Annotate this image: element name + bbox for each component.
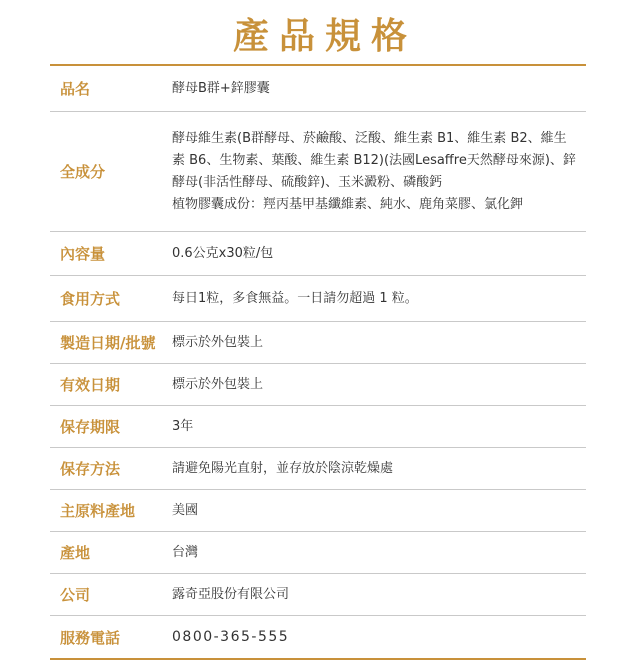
spec-label: 公司 [60,586,91,604]
spec-value-line: 3年 [172,418,194,434]
spec-value-line: 植物膠囊成份：羥丙基甲基纖維素、純水、鹿角菜膠、氯化鉀 [172,196,524,212]
spec-row-product-name [50,66,586,112]
spec-row-usage [50,276,586,322]
spec-label: 有效日期 [60,376,121,394]
spec-label: 服務電話 [60,628,121,647]
spec-value-line: 露奇亞股份有限公司 [172,586,290,602]
spec-value [172,78,586,100]
spec-value [172,626,586,648]
spec-value [172,332,586,354]
spec-value [172,584,586,606]
spec-value-line: 美國 [172,502,199,518]
spec-label: 保存期限 [60,418,121,436]
spec-row-ingredients [50,112,586,232]
spec-value-line: 0.6公克x30粒/包 [172,245,274,261]
spec-value [172,458,586,480]
spec-label: 全成分 [60,163,106,181]
spec-value [172,288,586,310]
spec-value [172,416,586,438]
spec-row-raw-material-origin [50,490,586,532]
spec-row-content [50,232,586,276]
spec-value [172,243,586,265]
spec-value-line: 請避免陽光直射，並存放於陰涼乾燥處 [172,460,394,476]
spec-value [172,128,586,216]
spec-row-service-phone [50,616,586,660]
spec-table [50,64,586,660]
spec-row-company [50,574,586,616]
spec-label: 內容量 [60,245,106,263]
spec-value-line: 每日1粒，多食無益。一日請勿超過 1 粒。 [172,290,418,306]
spec-row-storage [50,448,586,490]
spec-value-line: 酵母(非活性酵母、硫酸鋅)、玉米澱粉、磷酸鈣 [172,174,443,190]
spec-value [172,542,586,564]
spec-label: 品名 [60,80,91,98]
spec-value [172,374,586,396]
spec-label: 主原料產地 [60,502,136,520]
spec-value-line: 台灣 [172,544,199,560]
spec-value-line: 素 B6、生物素、葉酸、維生素 B12)(法國Lesaffre天然酵母來源)、鋅 [172,152,576,168]
spec-value-line: 標示於外包裝上 [172,334,264,350]
spec-row-origin [50,532,586,574]
spec-row-expiry-date [50,364,586,406]
spec-label: 食用方式 [60,290,121,308]
spec-value-line: 酵母B群+鋅膠囊 [172,80,270,96]
spec-row-manufacture-date [50,322,586,364]
page-title: 產品規格 [232,16,417,57]
spec-label: 保存方法 [60,460,121,478]
spec-label: 產地 [60,544,91,562]
spec-value-line: 酵母維生素(B群酵母、菸鹼酸、泛酸、維生素 B1、維生素 B2、維生 [172,130,567,146]
spec-value-line: 標示於外包裝上 [172,376,264,392]
spec-label: 製造日期/批號 [60,334,156,352]
spec-value [172,500,586,522]
spec-value-line: 0800-365-555 [172,629,290,645]
spec-row-shelf-life [50,406,586,448]
